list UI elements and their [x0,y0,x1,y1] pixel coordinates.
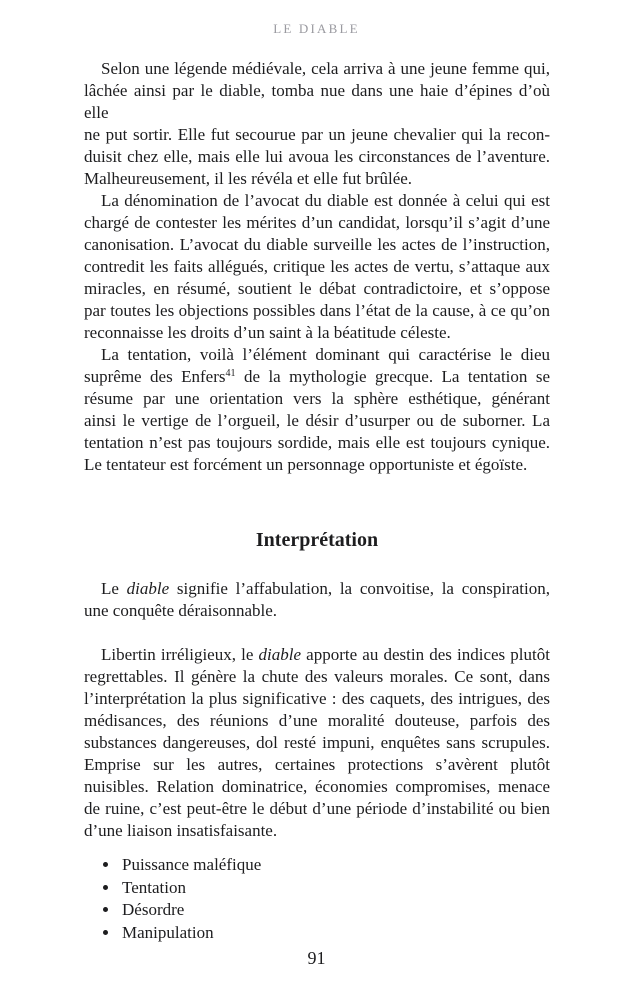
text-line [84,578,550,600]
text-run: Le [101,579,127,598]
footnote-reference: 41 [225,368,236,379]
text-line [84,278,550,300]
text-line [84,710,550,732]
text-line [84,234,550,256]
text-line [84,732,550,754]
text-run: Emprise sur les autres, certaines protections s’avèrent plutôt [84,755,550,774]
text-run: de ruine, c’est peut-être le début d’une période d’instabilité ou bien [84,799,550,818]
text-run: contredit les faits allégués, critique les actes de vertu, s’attaque aux [84,257,550,276]
text-run: tentation n’est pas toujours sordide, mais elle est toujours cynique. [84,433,550,452]
text-line [84,666,550,688]
keyword-list [84,854,550,944]
text-run: canonisation. L’avocat du diable surveille les actes de l’instruction, [84,235,550,254]
italic-term: diable [126,579,170,598]
text-run: suprême des Enfers [84,367,226,386]
text-line [84,388,550,410]
text-run: duisit chez elle, mais elle lui avoua les circonstances de l’aventure. [84,147,550,166]
text-run: une conquête déraisonnable. [84,601,278,620]
text-run: apporte au destin des indices plutôt [301,645,550,664]
text-run: La tentation, voilà l’élément dominant qui caractérise le dieu [101,345,550,364]
intro-paragraphs [84,58,550,476]
text-run: regrettables. Il génère la chute des valeurs morales. Ce sont, dans [84,667,550,686]
text-run: d’une liaison insatisfaisante. [84,821,278,840]
text-line [84,688,550,710]
paragraph [84,344,550,476]
text-run: Malheureusement, il les révéla et elle fut brûlée. [84,169,413,188]
text-run: médisances, des réunions d’une moralité douteuse, parfois des [84,711,550,730]
text-run: résume par une orientation vers la sphère esthétique, générant [84,389,550,408]
text-run: lâchée ainsi par le diable, tomba nue dans une haie d’épines d’où elle [84,81,550,122]
text-line [84,410,550,432]
text-run: ne put sortir. Elle fut secourue par un jeune chevalier qui la recon- [84,125,550,144]
text-line [84,256,550,278]
text-line [84,432,550,454]
text-run: signifie l’affabulation, la convoitise, la conspiration, [169,579,550,598]
text-line [84,190,550,212]
text-line [84,300,550,322]
text-run: Libertin irréligieux, le [101,645,259,664]
text-run: reconnaisse les droits d’un saint à la béatitude céleste. [84,323,451,342]
text-line [84,798,550,820]
text-line [84,644,550,666]
text-line [84,168,550,190]
text-run: par toutes les objections possibles dans l’état de la cause, à ce qu’on [84,301,550,320]
italic-term: diable [258,645,302,664]
text-line [84,80,550,124]
text-line [84,776,550,798]
text-line [84,322,550,344]
section-heading: Interprétation [255,529,379,551]
text-run: Selon une légende médiévale, cela arriva à une jeune femme qui, [101,59,550,78]
paragraph [84,190,550,344]
page-number: 91 [307,948,326,968]
text-line [84,754,550,776]
text-line [84,600,550,622]
list-item: • Désordre [120,899,550,922]
text-line [84,146,550,168]
text-run: nuisibles. Relation dominatrice, économies compromises, menace [84,777,550,796]
text-run: ainsi le vertige de l’orgueil, le désir d’usurper ou de suborner. La [84,411,550,430]
text-run: l’interprétation la plus significative : des caquets, des intrigues, des [84,689,550,708]
paragraph [84,644,550,842]
text-run: Le tentateur est forcément un personnage opportuniste et égoïste. [84,455,528,474]
text-line [84,820,550,842]
paragraph [84,58,550,190]
text-run: de la mythologie grecque. La tentation se [235,367,551,386]
text-block [84,58,550,944]
text-run: miracles, en résumé, soutient le débat contradictoire, et s’oppose [84,279,550,298]
text-line [84,58,550,80]
text-line [84,212,550,234]
list-item: • Tentation [120,877,550,900]
text-run: substances dangereuses, dol resté impuni, enquêtes sans scrupules. [84,733,550,752]
interpretation-paragraphs [84,578,550,842]
text-run: chargé de contester les mérites d’un candidat, lorsqu’il s’agit d’une [84,213,550,232]
running-head: LE DIABLE [273,21,360,36]
text-line [84,366,550,388]
text-line [84,124,550,146]
list-item: • Manipulation [120,922,550,945]
text-line [84,344,550,366]
list-item: • Puissance maléfique [120,854,550,877]
paragraph [84,578,550,622]
text-line [84,454,550,476]
text-run: La dénomination de l’avocat du diable est donnée à celui qui est [101,191,550,210]
